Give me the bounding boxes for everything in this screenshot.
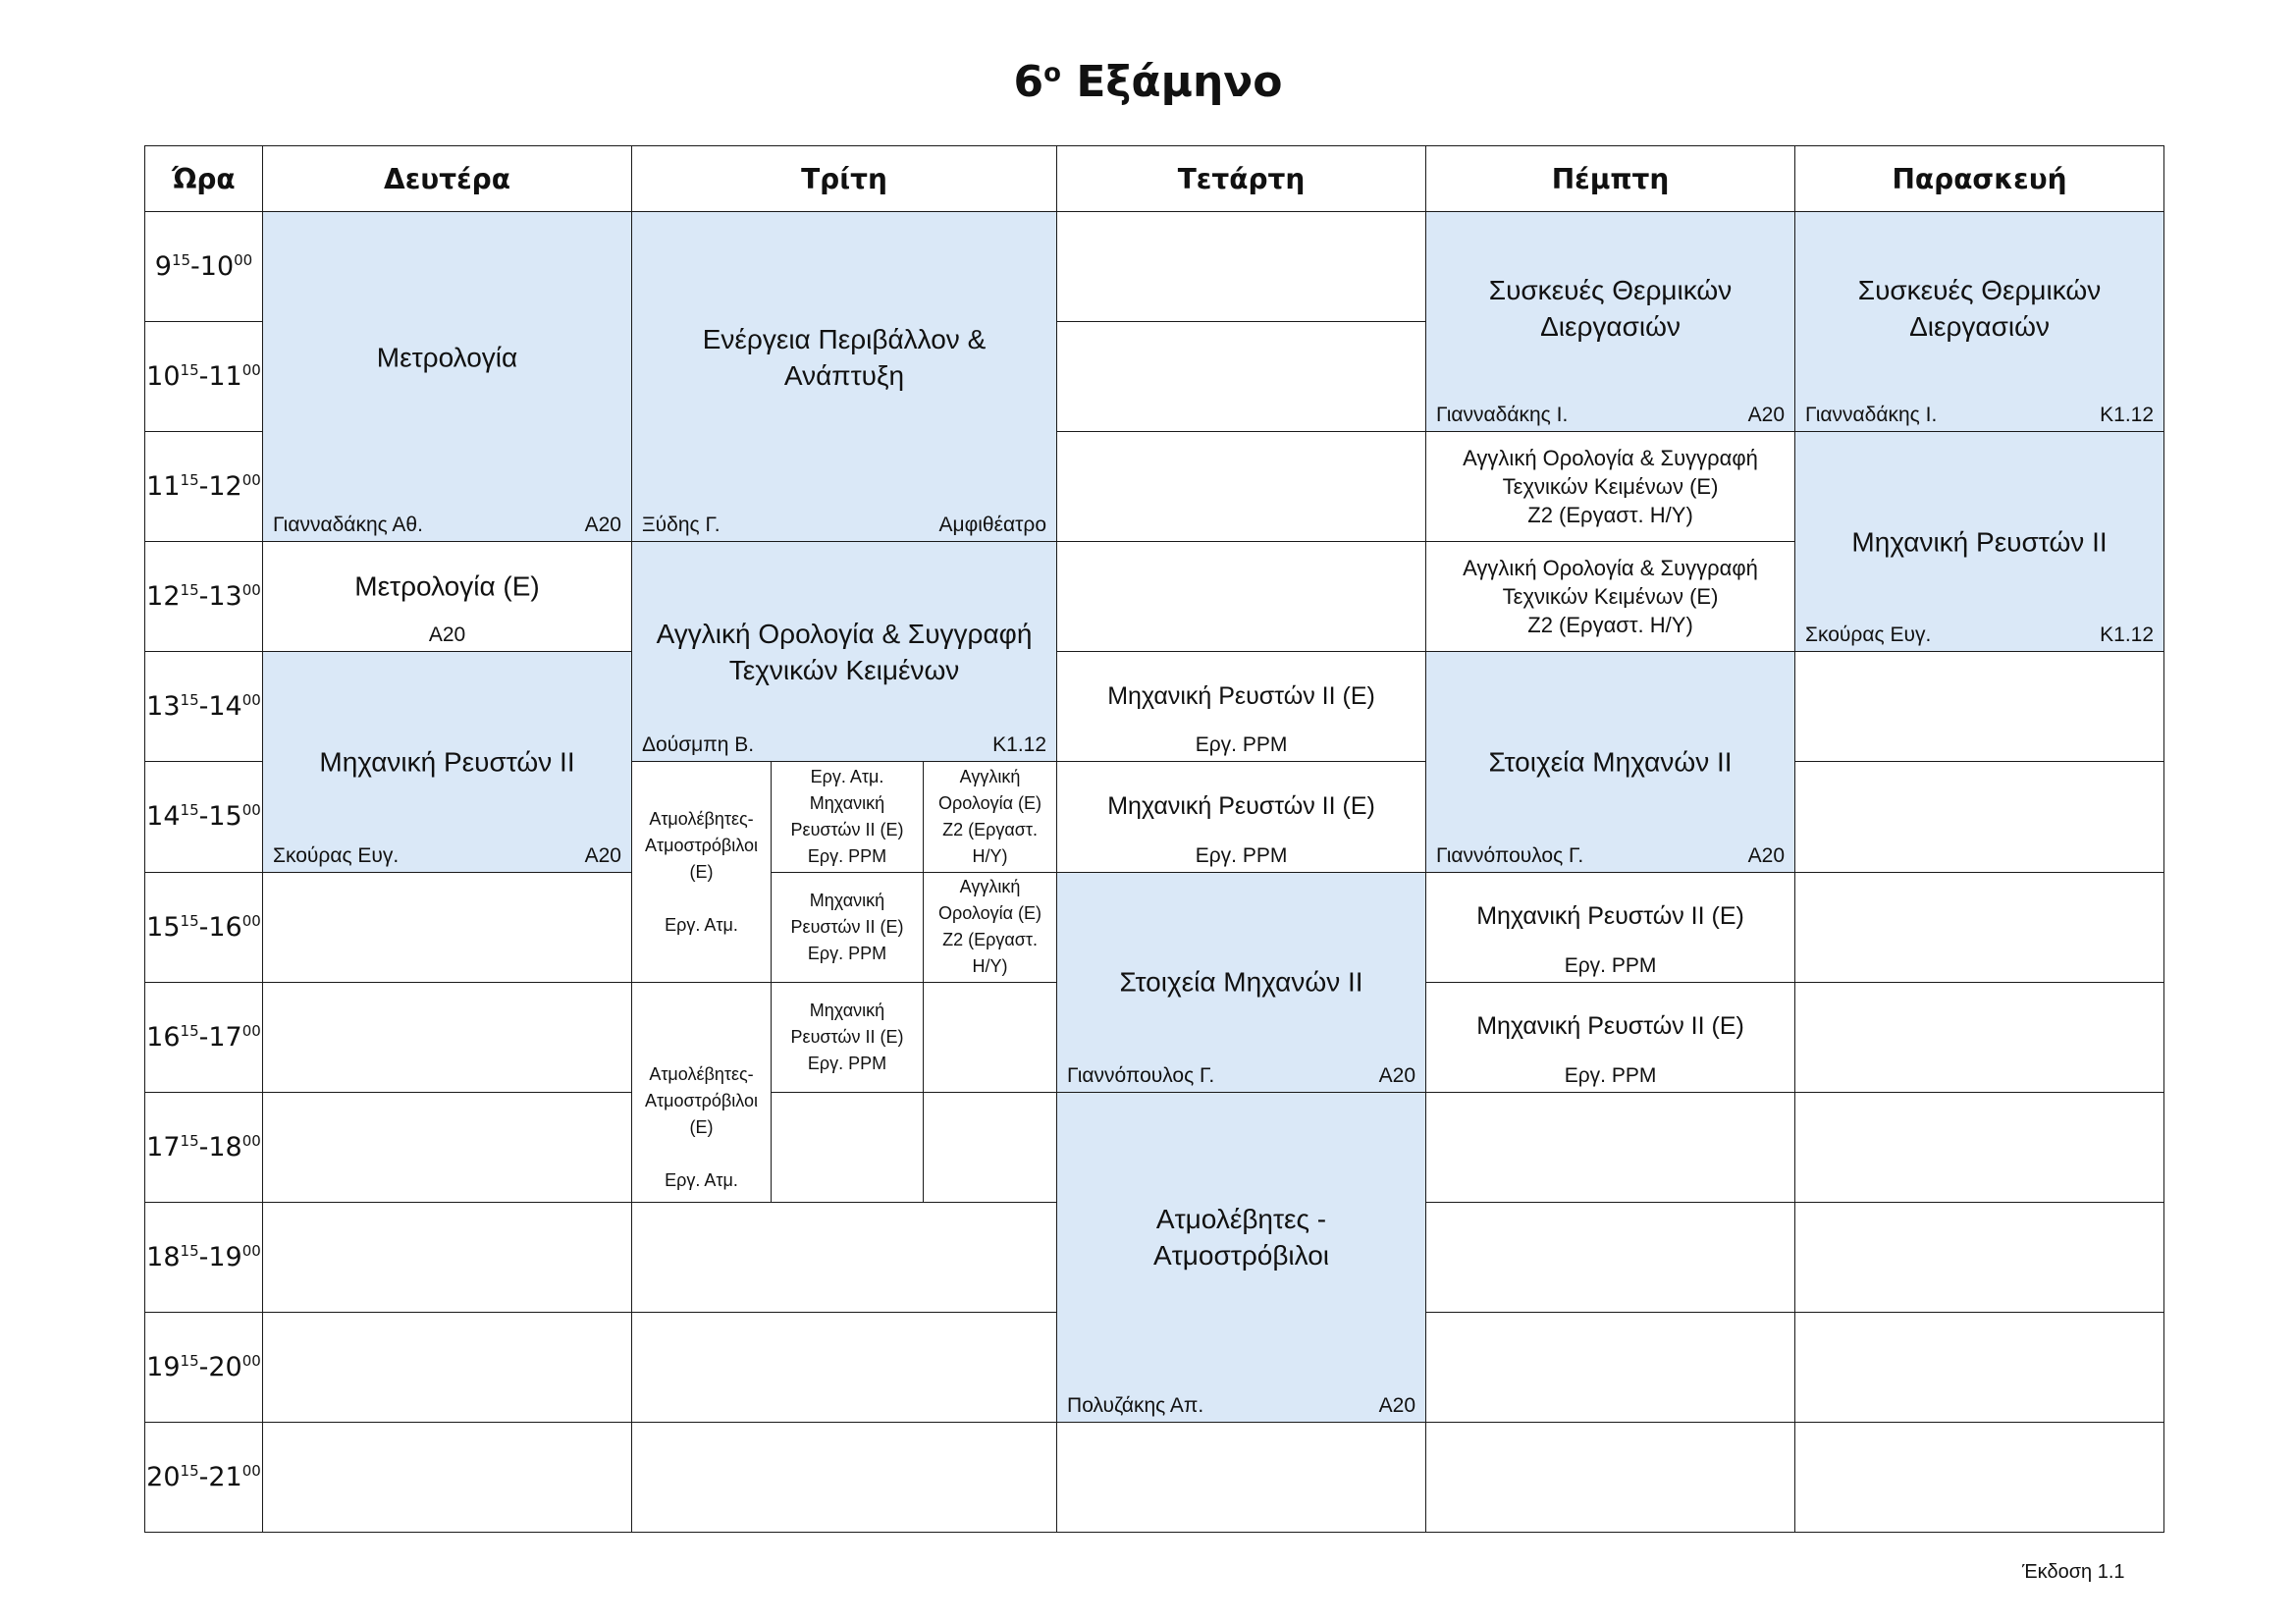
class-block (772, 872, 924, 982)
header-thursday: Πέμπτη (1426, 146, 1795, 212)
teacher-label: Πολυζάκης Απ. (1067, 1393, 1204, 1417)
class-block (924, 872, 1057, 982)
empty-cell (1426, 1312, 1795, 1422)
room-label: Εργ. ΡΡΜ (1564, 953, 1657, 977)
empty-cell (1795, 982, 2164, 1092)
empty-cell (1795, 1312, 2164, 1422)
room-label: Εργ. ΡΡΜ (1195, 733, 1288, 757)
teacher-label: Γιανναδάκης Αθ. (273, 514, 423, 537)
empty-cell (1057, 1422, 1426, 1532)
subject-label: Μηχανική Ρευστών ΙΙ (Ε) Εργ. ΡΡΜ (790, 890, 904, 963)
subject-label: Συσκευές Θερμικών Διεργασιών (1857, 275, 2102, 343)
room-label: Αμφιθέατρο (938, 514, 1047, 537)
subject-label: Αγγλική Ορολογία (Ε) Ζ2 (Εργαστ. Η/Υ) (937, 766, 1042, 866)
class-block (263, 212, 632, 542)
teacher-label: Γιαννόπουλος Γ. (1436, 843, 1584, 867)
empty-cell (263, 982, 632, 1092)
empty-cell (263, 1092, 632, 1202)
time-slot: $10^{15}-11^{00}$ (145, 322, 263, 432)
header-time: Ώρα (145, 146, 263, 212)
subject-label: Μετρολογία (376, 342, 518, 373)
teacher-label: Ξύδης Γ. (642, 514, 721, 537)
time-slot: $18^{15}-19^{00}$ (145, 1202, 263, 1312)
subject-label: Μηχανική Ρευστών ΙΙ (Ε) (1107, 791, 1375, 820)
subject-label: Εργ. Ατμ. Μηχανική Ρευστών ΙΙ (Ε) Εργ. ΡΡΜ (790, 766, 904, 866)
time-slot: $19^{15}-20^{00}$ (145, 1312, 263, 1422)
teacher-label: Γιανναδάκης Ι. (1436, 404, 1569, 427)
empty-cell (1795, 652, 2164, 762)
room-label: Εργ. ΡΡΜ (1564, 1063, 1657, 1087)
class-block (1057, 762, 1426, 872)
empty-cell (1426, 1202, 1795, 1312)
empty-cell (924, 1092, 1057, 1202)
class-block (1426, 652, 1795, 872)
subject-label: Αγγλική Ορολογία & Συγγραφή Τεχνικών Κειμένων (656, 618, 1033, 685)
subject-label: Ατμολέβητες - Ατμοστρόβιλοι (1153, 1204, 1330, 1272)
class-block (772, 762, 924, 872)
class-block (1426, 212, 1795, 432)
room-label: Εργ. ΡΡΜ (1195, 843, 1288, 867)
subject-label: Αγγλική Ορολογία (Ε) Ζ2 (Εργαστ. Η/Υ) (937, 877, 1042, 977)
subject-label: Μηχανική Ρευστών ΙΙ (319, 746, 575, 778)
class-block (772, 982, 924, 1092)
empty-cell (924, 982, 1057, 1092)
empty-cell (263, 1312, 632, 1422)
subject-label: Στοιχεία Μηχανών ΙΙ (1488, 746, 1733, 778)
timetable (144, 145, 2164, 1533)
empty-cell (632, 1202, 1057, 1312)
class-block (632, 212, 1057, 542)
empty-cell (263, 1202, 632, 1312)
class-block (1057, 652, 1426, 762)
header-tuesday: Τρίτη (632, 146, 1057, 212)
empty-cell (1057, 542, 1426, 652)
class-block (632, 762, 772, 982)
class-block (1426, 872, 1795, 982)
empty-cell (263, 872, 632, 982)
subject-label: Αγγλική Ορολογία & Συγγραφή Τεχνικών Κειμένων (Ε) Ζ2 (Εργαστ. Η/Υ) (1463, 446, 1758, 528)
class-block (1057, 1092, 1426, 1422)
class-block (1426, 432, 1795, 542)
class-block (632, 542, 1057, 762)
subject-label: Ενέργεια Περιβάλλον & Ανάπτυξη (702, 323, 987, 391)
class-block (632, 982, 772, 1202)
class-block (1057, 872, 1426, 1092)
empty-cell (1426, 1422, 1795, 1532)
time-slot: $13^{15}-14^{00}$ (145, 652, 263, 762)
room-label: Κ1.12 (2100, 404, 2155, 427)
time-slot: $11^{15}-12^{00}$ (145, 432, 263, 542)
empty-cell (1795, 872, 2164, 982)
time-slot: $15^{15}-16^{00}$ (145, 872, 263, 982)
header-monday: Δευτέρα (263, 146, 632, 212)
empty-cell (1057, 322, 1426, 432)
teacher-label: Σκούρας Ευγ. (1805, 623, 1932, 647)
teacher-label: Γιανναδάκης Ι. (1805, 404, 1938, 427)
teacher-label: Σκούρας Ευγ. (273, 843, 400, 867)
header-wednesday: Τετάρτη (1057, 146, 1426, 212)
empty-cell (772, 1092, 924, 1202)
subject-label: Στοιχεία Μηχανών ΙΙ (1119, 966, 1363, 998)
room-label: Κ1.12 (2100, 623, 2155, 647)
subject-label: Μηχανική Ρευστών ΙΙ (1851, 526, 2108, 558)
time-slot: $16^{15}-17^{00}$ (145, 982, 263, 1092)
subject-label: Μηχανική Ρευστών ΙΙ (Ε) Εργ. ΡΡΜ (790, 1000, 904, 1073)
subject-label: Μηχανική Ρευστών ΙΙ (Ε) (1107, 681, 1375, 710)
class-block (1795, 432, 2164, 652)
class-block (263, 652, 632, 872)
version-label: Έκδοση 1.1 (2022, 1561, 2125, 1583)
room-label: Κ1.12 (992, 733, 1047, 757)
subject-label: Συσκευές Θερμικών Διεργασιών (1488, 275, 1733, 343)
time-slot: $9^{15}-10^{00}$ (145, 212, 263, 322)
header-friday: Παρασκευή (1795, 146, 2164, 212)
empty-cell (1795, 1422, 2164, 1532)
room-label: Α20 (584, 514, 621, 537)
empty-cell (632, 1312, 1057, 1422)
class-block (1426, 982, 1795, 1092)
subject-label: Ατμολέβητες- Ατμοστρόβιλοι (Ε) Εργ. Ατμ. (644, 1063, 759, 1190)
class-block (924, 762, 1057, 872)
class-block (1426, 542, 1795, 652)
subject-label: Αγγλική Ορολογία & Συγγραφή Τεχνικών Κειμένων (Ε) Ζ2 (Εργαστ. Η/Υ) (1463, 556, 1758, 638)
time-slot: $12^{15}-13^{00}$ (145, 542, 263, 652)
teacher-label: Δούσμπη Β. (642, 733, 755, 757)
empty-cell (1057, 212, 1426, 322)
class-block (263, 542, 632, 652)
room-label: Α20 (1378, 1063, 1416, 1087)
empty-cell (263, 1422, 632, 1532)
room-label: Α20 (1378, 1393, 1416, 1417)
time-slot: $17^{15}-18^{00}$ (145, 1092, 263, 1202)
empty-cell (1426, 1092, 1795, 1202)
empty-cell (1795, 1092, 2164, 1202)
subject-label: Μηχανική Ρευστών ΙΙ (Ε) (1476, 901, 1744, 930)
time-slot: $20^{15}-21^{00}$ (145, 1422, 263, 1532)
teacher-label: Γιαννόπουλος Γ. (1067, 1063, 1215, 1087)
room-label: Α20 (428, 623, 466, 647)
empty-cell (1795, 762, 2164, 872)
page-title: $6^o$ Εξάμηνο (1013, 57, 1283, 107)
empty-cell (1795, 1202, 2164, 1312)
room-label: Α20 (1747, 404, 1786, 427)
room-label: Α20 (1747, 843, 1786, 867)
room-label: Α20 (584, 843, 621, 867)
subject-label: Μετρολογία (Ε) (354, 570, 540, 602)
empty-cell (1057, 432, 1426, 542)
empty-cell (632, 1422, 1057, 1532)
class-block (1795, 212, 2164, 432)
subject-label: Μηχανική Ρευστών ΙΙ (Ε) (1476, 1012, 1744, 1041)
time-slot: $14^{15}-15^{00}$ (145, 762, 263, 872)
subject-label: Ατμολέβητες- Ατμοστρόβιλοι (Ε) Εργ. Ατμ. (644, 808, 759, 935)
